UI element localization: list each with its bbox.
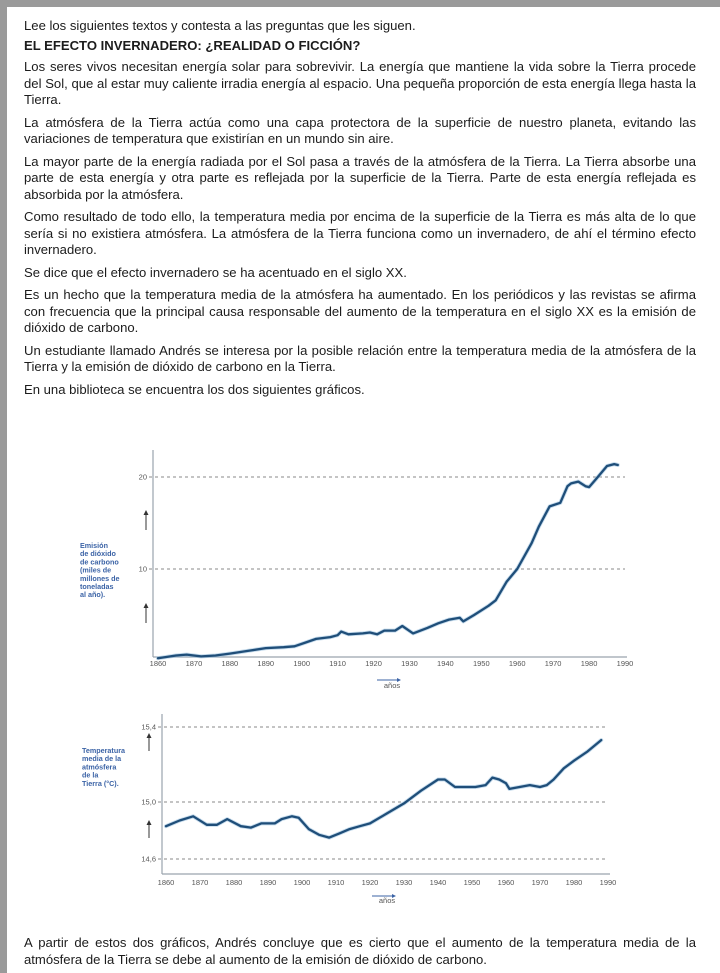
- data-point: [260, 823, 262, 825]
- data-point: [165, 825, 167, 827]
- data-point: [216, 824, 218, 826]
- x-tick-label: 1950: [463, 878, 481, 887]
- up-arrow-icon: [144, 510, 149, 515]
- data-point: [459, 617, 461, 619]
- data-point: [328, 837, 330, 839]
- data-point: [492, 777, 494, 779]
- data-point: [229, 653, 231, 655]
- data-point: [495, 600, 497, 602]
- x-tick-label: 1870: [185, 659, 203, 668]
- data-point: [546, 784, 548, 786]
- y-tick-label: 14,6: [141, 854, 156, 864]
- data-point: [376, 634, 378, 636]
- data-point: [359, 825, 361, 827]
- data-point: [567, 485, 569, 487]
- paragraph: Es un hecho que la temperatura media de la atmósfera ha aumentado. En los periódicos y las revistas se afirma con frecuencia que la principal causa responsable del aumento de la temperatura en el siglo XX es la emisión de dióxido de carbono.: [24, 287, 696, 335]
- y-axis-label: atmósfera: [82, 762, 117, 772]
- data-point: [473, 614, 475, 616]
- data-point: [498, 779, 500, 781]
- x-tick-label: 1900: [293, 878, 311, 887]
- paragraph: Se dice que el efecto invernadero se ha acentuado en el siglo XX.: [24, 264, 407, 280]
- data-point: [226, 818, 228, 820]
- data-point: [539, 786, 541, 788]
- x-axis-label: años: [378, 896, 396, 905]
- series-line-halo: [166, 740, 601, 838]
- data-point: [538, 526, 540, 528]
- y-axis-label: de carbono: [80, 557, 119, 567]
- paragraph: En una biblioteca se encuentra los dos siguientes gráficos.: [24, 381, 365, 397]
- conclusion-text: A partir de estos dos gráficos, Andrés concluye que es cierto que el aumento de la temperatura media de la atmósfera de la Tierra se debe al aumento de la emisión de dióxido de carbono.: [24, 935, 696, 967]
- y-axis-label: al año).: [80, 590, 106, 600]
- data-point: [578, 481, 580, 483]
- x-tick-label: 1880: [221, 659, 239, 668]
- y-axis-label: de dióxido: [80, 549, 116, 559]
- data-point: [437, 623, 439, 625]
- paragraph: La mayor parte de la energía radiada por el Sol pasa a través de la atmósfera de la Tierra. La Tierra absorbe una parte de esta energía y otra parte es reflejada por la superficie de la Tierra. Parte de esta energía reflejada es absorbida por la atmósfera.: [24, 153, 696, 202]
- data-point: [531, 542, 533, 544]
- data-point: [274, 823, 276, 825]
- data-point: [298, 817, 300, 819]
- data-point: [437, 779, 439, 781]
- data-point: [509, 788, 511, 790]
- y-axis-label: Temperatura: [82, 746, 126, 755]
- data-point: [318, 834, 320, 836]
- y-axis-label: toneladas: [80, 582, 114, 591]
- reading-title: EL EFECTO INVERNADERO: ¿REALIDAD O FICCIÓN?: [24, 37, 361, 53]
- data-point: [175, 655, 177, 657]
- data-point: [412, 633, 414, 635]
- data-point: [157, 657, 159, 659]
- data-point: [305, 642, 307, 644]
- data-point: [240, 825, 242, 827]
- data-point: [348, 634, 350, 636]
- data-point: [549, 506, 551, 508]
- data-point: [369, 632, 371, 634]
- instructions: Lee los siguientes textos y contesta a las preguntas que les siguen.: [24, 18, 416, 33]
- y-axis-label: millones de: [80, 573, 120, 583]
- x-tick-label: 1920: [361, 878, 379, 887]
- data-point: [485, 784, 487, 786]
- x-tick-label: 1870: [191, 878, 209, 887]
- x-tick-label: 1860: [157, 878, 175, 887]
- x-tick-label: 1910: [329, 659, 346, 668]
- x-tick-label: 1940: [429, 878, 447, 887]
- series-line-halo: [158, 464, 618, 658]
- data-point: [617, 464, 619, 466]
- paragraph: Un estudiante llamado Andrés se interesa por la posible relación entre la temperatura media de la atmósfera de la Tierra y la emisión de dióxido de carbono en la Tierra.: [24, 342, 696, 374]
- data-point: [200, 656, 202, 658]
- data-point: [386, 813, 388, 815]
- data-point: [454, 786, 456, 788]
- data-point: [384, 630, 386, 632]
- x-tick-label: 1930: [395, 878, 413, 887]
- data-point: [247, 650, 249, 652]
- data-point: [475, 786, 477, 788]
- data-point: [339, 833, 341, 835]
- x-tick-label: 1910: [327, 878, 345, 887]
- data-point: [585, 485, 587, 487]
- data-point: [505, 783, 507, 785]
- data-point: [215, 655, 217, 657]
- x-tick-label: 1900: [293, 659, 311, 668]
- y-axis-label: Tierra (°C).: [82, 778, 119, 788]
- data-point: [506, 581, 508, 583]
- x-tick-label: 1980: [580, 659, 598, 668]
- data-point: [186, 654, 188, 656]
- x-tick-label: 1930: [401, 659, 418, 668]
- data-point: [362, 633, 364, 635]
- y-axis-label: Emisión: [80, 541, 108, 550]
- data-point: [340, 631, 342, 633]
- x-tick-label: 1970: [531, 878, 549, 887]
- data-point: [337, 634, 339, 636]
- data-point: [265, 647, 267, 649]
- up-arrow-icon: [147, 733, 152, 738]
- data-point: [600, 739, 602, 741]
- data-point: [488, 605, 490, 607]
- data-point: [613, 463, 615, 465]
- data-point: [250, 827, 252, 829]
- data-point: [294, 646, 296, 648]
- data-point: [291, 816, 293, 818]
- data-point: [330, 636, 332, 638]
- y-tick-label: 20: [138, 472, 147, 482]
- data-point: [563, 768, 565, 770]
- data-point: [192, 816, 194, 818]
- data-point: [179, 820, 181, 822]
- paragraph: Los seres vivos necesitan energía solar para sobrevivir. La energía que mantiene la vida sobre la Tierra procede del Sol, que al estar muy caliente irradia energía al espacio. Una pequeña proporción de esta energía llega hasta la Tierra.: [24, 59, 696, 107]
- data-point: [529, 784, 531, 786]
- y-axis-label: media de la: [82, 754, 122, 764]
- x-tick-label: 1970: [544, 659, 562, 668]
- data-point: [206, 824, 208, 826]
- paragraph: La atmósfera de la Tierra actúa como una capa protectora de la superficie de nuestro planeta, evitando las variaciones de temperatura que existirían en un mundo sin aire.: [24, 114, 696, 146]
- x-tick-label: 1920: [365, 659, 382, 668]
- y-axis-label: de la: [82, 770, 99, 780]
- data-point: [587, 751, 589, 753]
- x-tick-label: 1880: [225, 878, 243, 887]
- data-point: [394, 630, 396, 632]
- data-point: [308, 828, 310, 830]
- data-point: [444, 779, 446, 781]
- data-point: [570, 483, 572, 485]
- data-point: [403, 803, 405, 805]
- x-tick-label: 1860: [149, 659, 167, 668]
- data-point: [448, 619, 450, 621]
- x-tick-label: 1960: [497, 878, 515, 887]
- y-tick-label: 15,4: [141, 722, 156, 732]
- data-point: [281, 818, 283, 820]
- data-point: [464, 786, 466, 788]
- data-point: [427, 627, 429, 629]
- x-tick-label: 1960: [508, 659, 526, 668]
- data-point: [369, 823, 371, 825]
- data-point: [420, 790, 422, 792]
- x-tick-label: 1990: [599, 878, 617, 887]
- data-point: [402, 625, 404, 627]
- up-arrow-icon: [147, 820, 152, 825]
- data-point: [573, 760, 575, 762]
- x-tick-label: 1980: [565, 878, 583, 887]
- data-point: [588, 486, 590, 488]
- data-point: [553, 779, 555, 781]
- x-axis-label: años: [383, 681, 401, 690]
- data-point: [519, 786, 521, 788]
- paragraph: Como resultado de todo ello, la temperatura media por encima de la superficie de la Tierra es más alta de lo que sería si no existiera atmósfera. La atmósfera de la Tierra funciona como un invernadero, de ahí el término efecto invernadero.: [24, 209, 696, 257]
- x-tick-label: 1890: [259, 878, 277, 887]
- data-point: [606, 465, 608, 467]
- x-tick-label: 1950: [472, 659, 490, 668]
- x-tick-label: 1890: [257, 659, 275, 668]
- data-point: [596, 478, 598, 480]
- x-tick-label: 1990: [616, 659, 634, 668]
- y-tick-label: 15,0: [141, 797, 156, 807]
- data-point: [463, 621, 465, 623]
- data-point: [560, 502, 562, 504]
- data-point: [283, 646, 285, 648]
- y-tick-label: 10: [138, 564, 147, 574]
- data-point: [516, 568, 518, 570]
- y-axis-label: (miles de: [80, 565, 112, 575]
- x-tick-label: 1940: [437, 659, 454, 668]
- up-arrow-icon: [144, 603, 149, 608]
- data-point: [315, 638, 317, 640]
- data-point: [349, 828, 351, 830]
